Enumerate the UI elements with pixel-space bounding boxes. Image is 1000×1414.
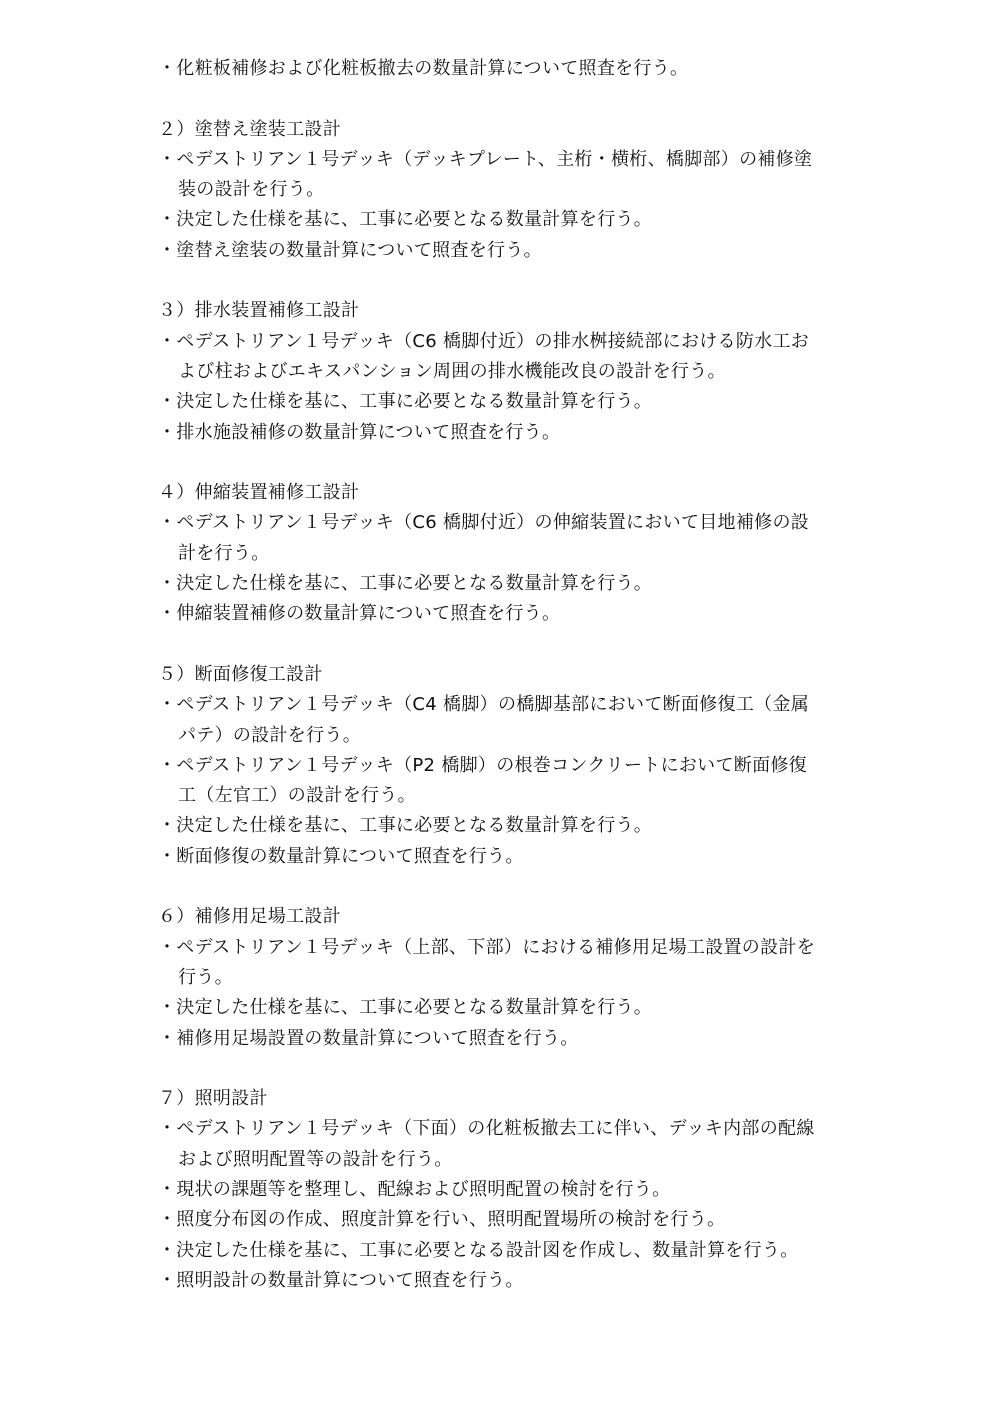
blank-line: [158, 266, 888, 296]
blank-line: [158, 1054, 888, 1084]
bullet-item: ・ペデストリアン１号デッキ（C4 橋脚）の橋脚基部において断面修復工（金属: [158, 694, 810, 716]
bullet-item-continuation: よび柱およびエキスパンション周囲の排水機能改良の設計を行う。: [178, 360, 726, 382]
bullet-item-continuation: 計を行う。: [178, 542, 270, 564]
bullet-item: ・塗替え塗装の数量計算について照査を行う。: [158, 239, 542, 261]
bullet-item-continuation: 行う。: [178, 966, 233, 988]
bullet-item: ・決定した仕様を基に、工事に必要となる数量計算を行う。: [158, 391, 653, 413]
bullet-item: ・ペデストリアン１号デッキ（C6 橋脚付近）の伸縮装置において目地補修の設: [158, 512, 810, 534]
section-heading: ６）補修用足場工設計: [158, 906, 341, 928]
bullet-item-continuation: 装の設計を行う。: [178, 179, 325, 201]
bullet-item: ・照度分布図の作成、照度計算を行い、照明配置場所の検討を行う。: [158, 1209, 726, 1231]
bullet-item: ・照明設計の数量計算について照査を行う。: [158, 1269, 524, 1291]
bullet-item-continuation: および照明配置等の設計を行う。: [178, 1148, 453, 1170]
bullet-item: ・伸縮装置補修の数量計算について照査を行う。: [158, 603, 561, 625]
bullet-item: ・ペデストリアン１号デッキ（C6 橋脚付近）の排水桝接続部における防水工お: [158, 330, 810, 352]
section-heading: ５）断面修復工設計: [158, 663, 323, 685]
bullet-item: ・ペデストリアン１号デッキ（下面）の化粧板撤去工に伴い、デッキ内部の配線: [158, 1118, 815, 1140]
blank-line: [158, 84, 888, 114]
bullet-item: ・決定した仕様を基に、工事に必要となる数量計算を行う。: [158, 209, 653, 231]
document-body: [158, 54, 888, 1296]
bullet-item: ・排水施設補修の数量計算について照査を行う。: [158, 421, 561, 443]
bullet-item: ・補修用足場設置の数量計算について照査を行う。: [158, 1027, 579, 1049]
section-heading: ７）照明設計: [158, 1088, 268, 1110]
bullet-item: ・ペデストリアン１号デッキ（P2 橋脚）の根巻コンクリートにおいて断面修復: [158, 754, 807, 776]
section-heading: ３）排水装置補修工設計: [158, 300, 360, 322]
bullet-item: ・決定した仕様を基に、工事に必要となる設計図を作成し、数量計算を行う。: [158, 1239, 799, 1261]
bullet-item: ・決定した仕様を基に、工事に必要となる数量計算を行う。: [158, 815, 653, 837]
bullet-item: ・現状の課題等を整理し、配線および照明配置の検討を行う。: [158, 1178, 671, 1200]
bullet-item: ・ペデストリアン１号デッキ（デッキプレート、主桁・横桁、橋脚部）の補修塗: [158, 148, 813, 170]
bullet-item-continuation: 工（左官工）の設計を行う。: [178, 785, 416, 807]
section-heading: ４）伸縮装置補修工設計: [158, 482, 360, 504]
bullet-item: ・断面修復の数量計算について照査を行う。: [158, 845, 524, 867]
bullet-item: ・決定した仕様を基に、工事に必要となる数量計算を行う。: [158, 997, 653, 1019]
blank-line: [158, 872, 888, 902]
blank-line: [158, 630, 888, 660]
blank-line: [158, 448, 888, 478]
bullet-item: ・決定した仕様を基に、工事に必要となる数量計算を行う。: [158, 573, 653, 595]
bullet-item: ・化粧板補修および化粧板撤去の数量計算について照査を行う。: [158, 58, 689, 79]
bullet-item-continuation: パテ）の設計を行う。: [178, 724, 361, 746]
section-heading: ２）塗替え塗装工設計: [158, 118, 341, 140]
bullet-item: ・ペデストリアン１号デッキ（上部、下部）における補修用足場工設置の設計を: [158, 936, 815, 958]
